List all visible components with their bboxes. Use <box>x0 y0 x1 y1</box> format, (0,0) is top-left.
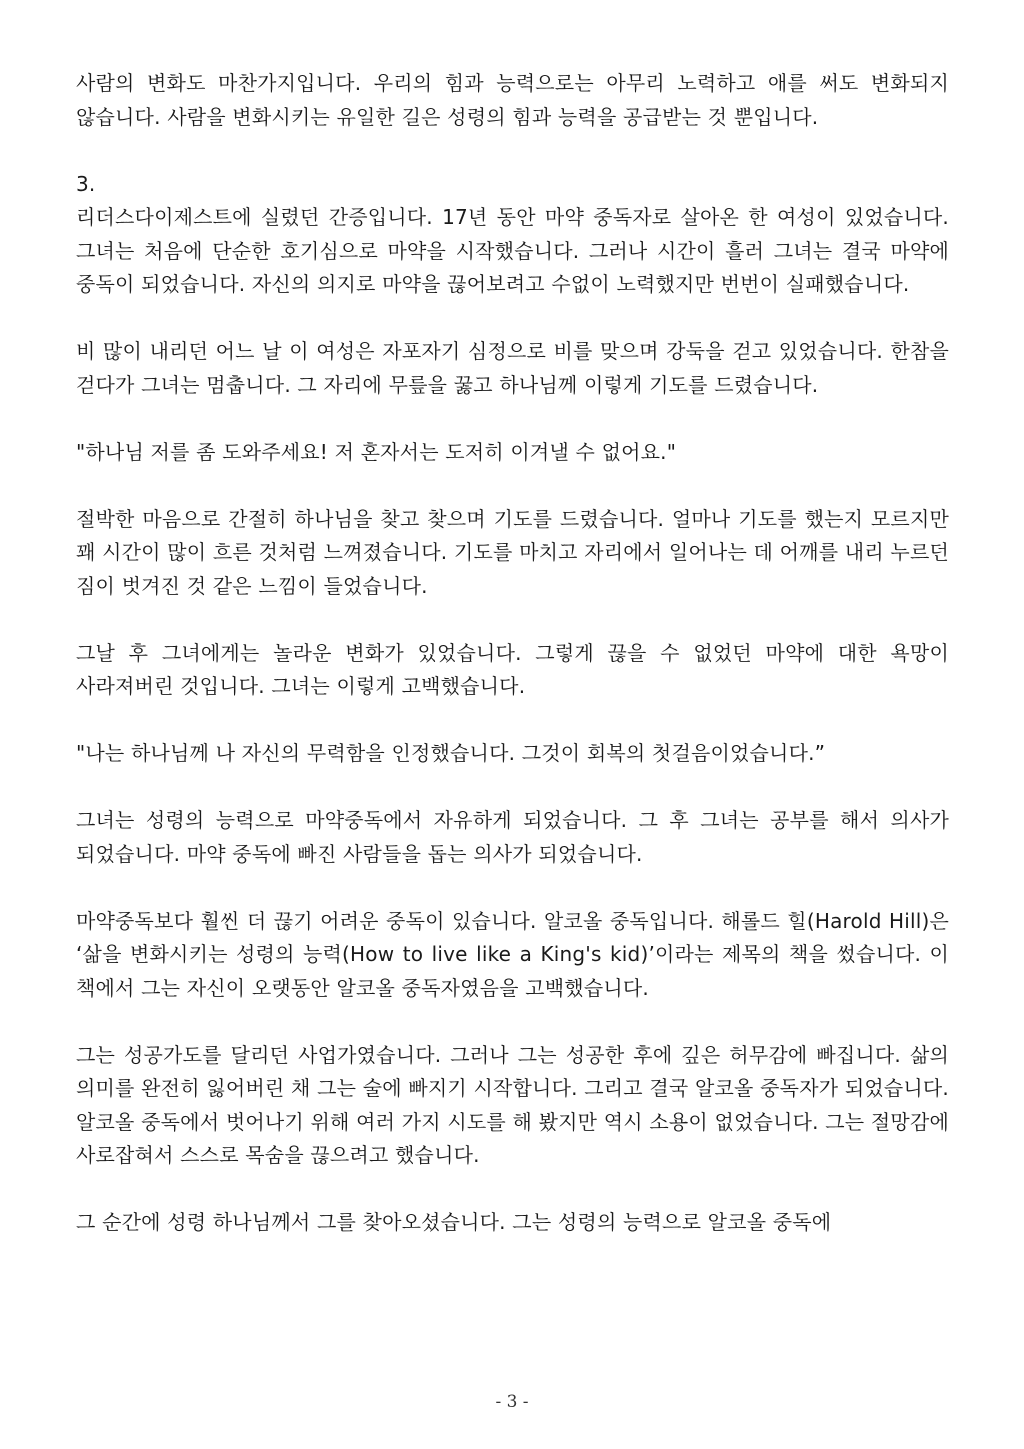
paragraph-prayer: 절박한 마음으로 간절히 하나님을 찾고 찾으며 기도를 드렸습니다. 얼마나 기도를 했는지 모르지만 꽤 시간이 많이 흐른 것처럼 느껴졌습니다. 기도를 마치고 자리에서 일어나는 데 어깨를 내리 누르던 짐이 벗겨진 것 같은 느낌이 들었습니다. <box>76 506 949 598</box>
paragraph-moment: 그 순간에 성령 하나님께서 그를 찾아오셨습니다. 그는 성령의 능력으로 알코올 중독에 <box>76 1210 832 1234</box>
quote-prayer: "하나님 저를 좀 도와주세요! 저 혼자서는 도저히 이겨낼 수 없어요." <box>76 439 677 464</box>
paragraph-doctor: 그녀는 성령의 능력으로 마약중독에서 자유하게 되었습니다. 그 후 그녀는 공부를 해서 의사가 되었습니다. 마약 중독에 빠진 사람들을 돕는 의사가 되었습니다. <box>76 808 949 866</box>
paragraph-intro: 사람의 변화도 마찬가지입니다. 우리의 힘과 능력으로는 아무리 노력하고 애를 써도 변화되지 않습니다. 사람을 변화시키는 유일한 길은 성령의 힘과 능력을 공급받는 것 뿐입니다. <box>76 71 949 129</box>
quote-confession: "나는 하나님께 나 자신의 무력함을 인정했습니다. 그것이 회복의 첫걸음이었습니다.” <box>76 741 826 765</box>
paragraph-rainy-day: 비 많이 내리던 어느 날 이 여성은 자포자기 심정으로 비를 맞으며 강둑을 걷고 있었습니다. 한참을 걷다가 그녀는 멈춥니다. 그 자리에 무릎을 꿇고 하나님께 이렇게 기도를 드렸습니다. <box>76 339 949 397</box>
paragraph-businessman: 그는 성공가도를 달리던 사업가였습니다. 그러나 그는 성공한 후에 깊은 허무감에 빠집니다. 삶의 의미를 완전히 잃어버린 채 그는 술에 빠지기 시작합니다. 그리고 결국 알코올 중독자가 되었습니다. 알코올 중독에서 벗어나기 위해 여러 가지 시도를 해 봤지만 역시 소용이 없었습니다. 그는 절망감에 사로잡혀서 스스로 목숨을 끊으려고 했습니다. <box>76 1042 949 1167</box>
paragraph-change: 그날 후 그녀에게는 놀라운 변화가 있었습니다. 그렇게 끊을 수 없었던 마약에 대한 욕망이 사라져버린 것입니다. 그녀는 이렇게 고백했습니다. <box>76 640 949 698</box>
paragraph-alcohol: 마약중독보다 훨씬 더 끊기 어려운 중독이 있습니다. 알코올 중독입니다. 해롤드 힐(Harold Hill)은 ‘삶을 변화시키는 성령의 능력(How to live like a King's kid)’이라는 제목의 책을 썼습니다. 이 책에서 그는 자신이 오랫동안 알코올 중독자였음을 고백했습니다. <box>76 908 949 1000</box>
document-body <box>76 67 949 1273</box>
page-number: - 3 - <box>495 1392 529 1412</box>
paragraph-testimony: 리더스다이제스트에 실렸던 간증입니다. 17년 동안 마약 중독자로 살아온 한 여성이 있었습니다. 그녀는 처음에 단순한 호기심으로 마약을 시작했습니다. 그러나 시간이 흘러 그녀는 결국 마약에 중독이 되었습니다. 자신의 의지로 마약을 끊어보려고 수없이 노력했지만 번번이 실패했습니다. <box>76 205 949 296</box>
section-number: 3. <box>76 171 96 196</box>
